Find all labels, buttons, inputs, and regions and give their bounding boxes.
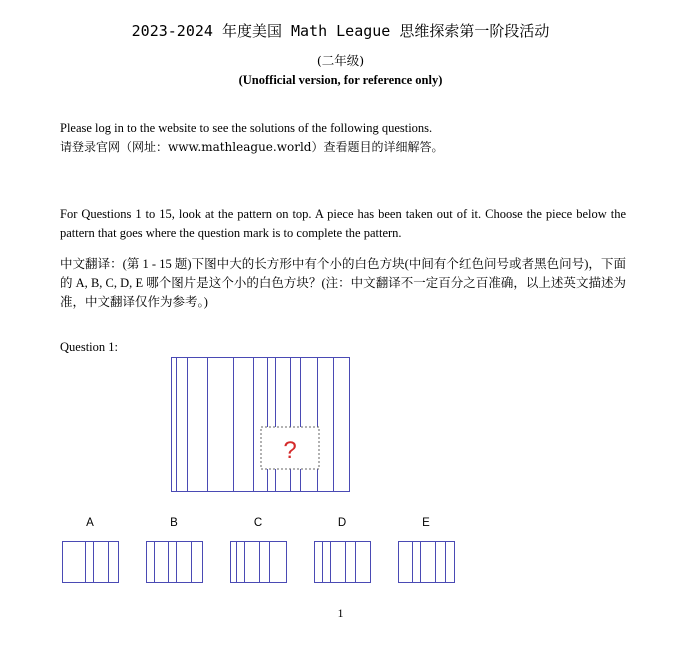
option-a[interactable] bbox=[62, 541, 119, 583]
grade-label: (二年级) bbox=[316, 53, 365, 68]
question-label: Question 1: bbox=[60, 340, 118, 354]
option-label-b: B bbox=[170, 517, 178, 529]
option-b[interactable] bbox=[146, 541, 203, 583]
option-label-c: C bbox=[253, 517, 263, 529]
instructions-zh: 中文翻译：(第 1 - 15 题)下图中大的长方形中有个小的白色方块(中间有个红色问号或者黑色问号)，下面的 A, B, C, D, E 哪个图片是这个小的白色方块？(注：中文翻译不一定百分之百准确，以上述英文描述为准，中文翻译仅作为参考。) bbox=[60, 257, 626, 309]
option-label-d: D bbox=[337, 517, 347, 529]
instructions-en: For Questions 1 to 15, look at the pattern on top. A piece has been taken out of it. Choose the piece below the pattern that goes where the question mark is to complete the pattern. bbox=[60, 207, 626, 240]
unofficial-note: (Unofficial version, for reference only) bbox=[238, 73, 443, 87]
login-notice bbox=[60, 119, 626, 157]
page-number: 1 bbox=[337, 606, 344, 620]
option-label-a: A bbox=[86, 517, 94, 529]
pattern-figure bbox=[171, 357, 350, 492]
option-c[interactable] bbox=[230, 541, 287, 583]
option-label-e: E bbox=[422, 517, 430, 529]
question-mark: ? bbox=[283, 437, 297, 464]
option-d[interactable] bbox=[314, 541, 371, 583]
login-notice-en: Please log in to the website to see the solutions of the following questions. bbox=[60, 121, 433, 135]
pattern-outline bbox=[172, 358, 350, 492]
document-title: 2023-2024 年度美国 Math League 思维探索第一阶段活动 bbox=[131, 22, 550, 40]
option-e[interactable] bbox=[398, 541, 455, 583]
login-notice-zh: 请登录官网（网址：www.mathleague.world）查看题目的详细解答。 bbox=[60, 140, 444, 154]
